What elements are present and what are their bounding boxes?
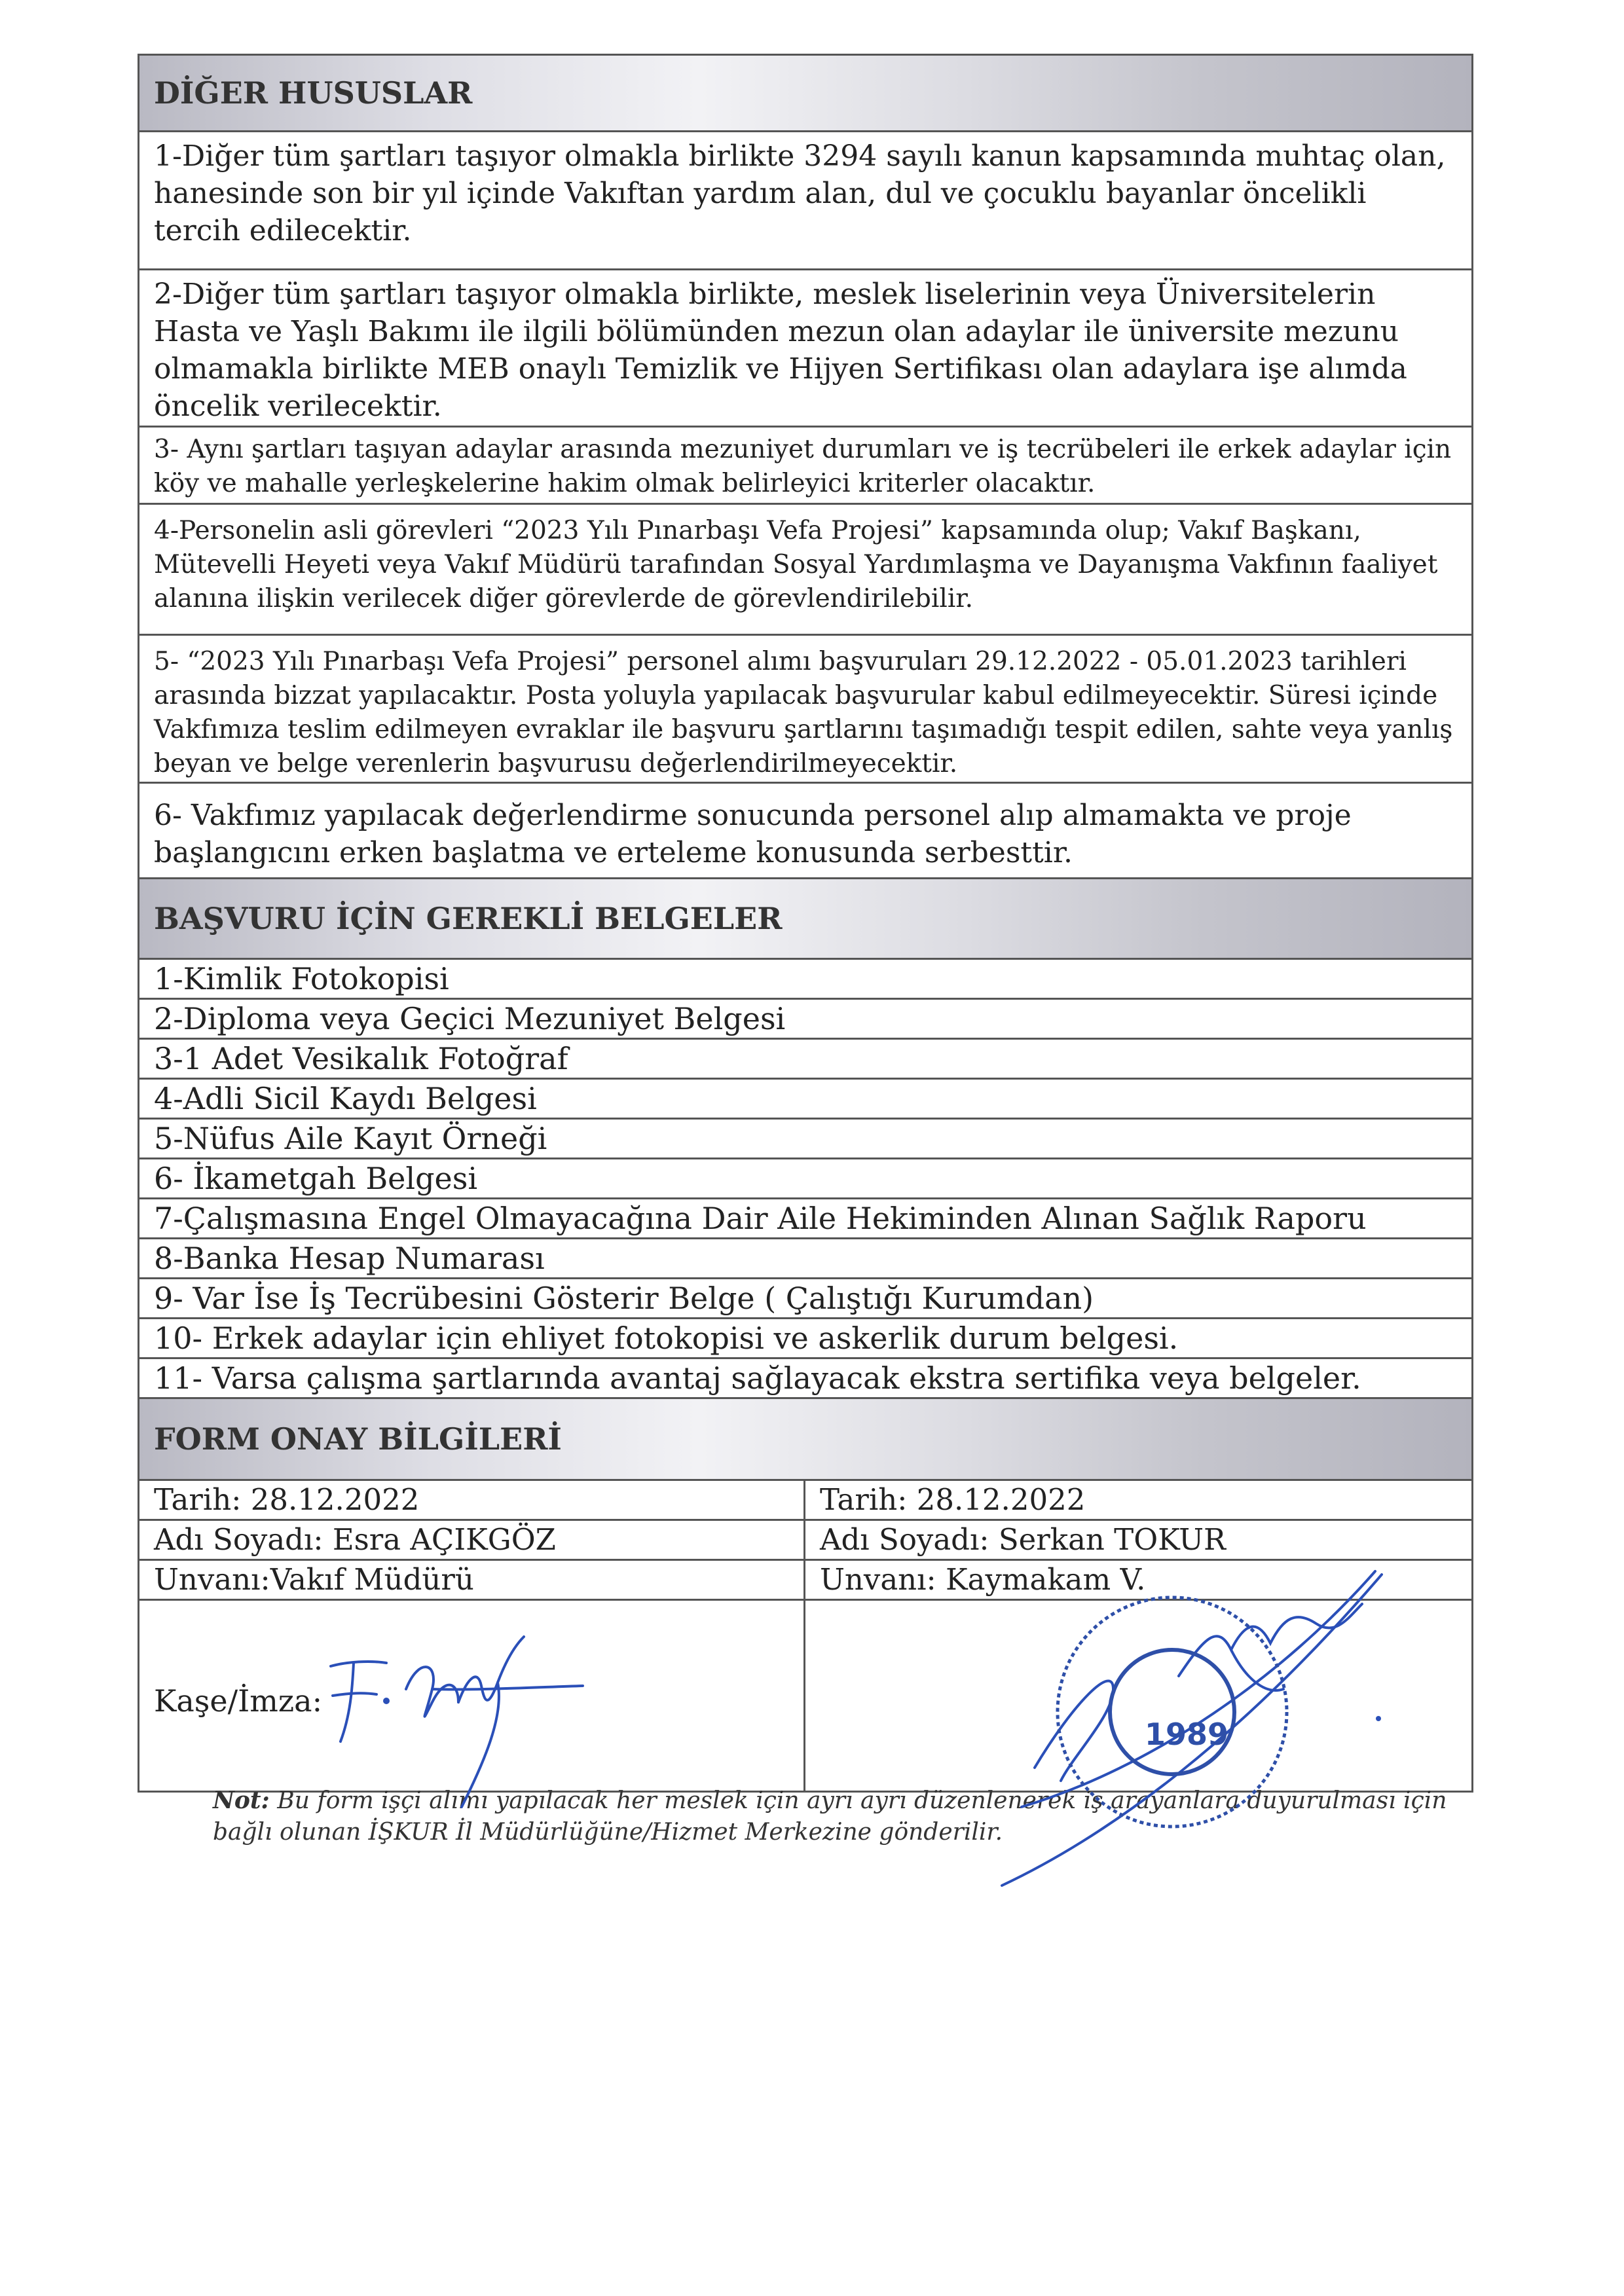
onay-tarih-row	[139, 1481, 1471, 1521]
section-header-diger-hususlar: DİĞER HUSUSLAR	[139, 56, 1471, 132]
diger-item-6: 6- Vakfımız yapılacak değerlendirme sonucunda personel alıp almamakta ve proje başlangıcını erken başlatma ve erteleme konusunda serbesttir.	[139, 784, 1471, 879]
belge-item-4: 4-Adli Sicil Kaydı Belgesi	[139, 1080, 1471, 1120]
onay-left-tarih: Tarih: 28.12.2022	[139, 1481, 805, 1519]
onay-left-adi: Adı Soyadı: Esra AÇIKGÖZ	[139, 1521, 805, 1559]
onay-right-adi: Adı Soyadı: Serkan TOKUR	[820, 1522, 1226, 1557]
kase-imza-label: Kaşe/İmza:	[154, 1683, 323, 1719]
form-table	[138, 54, 1473, 1793]
diger-item-5: 5- “2023 Yılı Pınarbaşı Vefa Projesi” personel alımı başvuruları 29.12.2022 - 05.01.2023 tarihleri arasında bizzat yapılacaktır. Posta yoluyla yapılacak başvurular kabul edilmeyecektir. Süresi içinde Vakfımıza teslim edilmeyen evraklar ile başvuru şartlarını taşımadığı tespit edilen, sahte veya yanlış beyan ve belge verenlerin başvurusu değerlendirilmeyecektir.	[139, 636, 1471, 784]
diger-item-4: 4-Personelin asli görevleri “2023 Yılı Pınarbaşı Vefa Projesi” kapsamında olup; Vakıf Başkanı, Mütevelli Heyeti veya Vakıf Müdürü tarafından Sosyal Yardımlaşma ve Dayanışma Vakfının faaliyet alanına ilişkin verilecek diğer görevlerde de görevlendirilebilir.	[139, 505, 1471, 636]
belge-item-8: 8-Banka Hesap Numarası	[139, 1239, 1471, 1279]
belge-item-5: 5-Nüfus Aile Kayıt Örneği	[139, 1120, 1471, 1159]
belge-item-3: 3-1 Adet Vesikalık Fotoğraf	[139, 1040, 1471, 1080]
onay-adi-row	[139, 1521, 1471, 1561]
diger-item-2: 2-Diğer tüm şartları taşıyor olmakla birlikte, meslek liselerinin veya Üniversitelerin Hasta ve Yaşlı Bakımı ile ilgili bölümünden mezun olan adaylar ile üniversite mezunu olmamakla birlikte MEB onaylı Temizlik ve Hijyen Sertifikası olan adaylara işe alımda öncelik verilecektir.	[139, 270, 1471, 428]
belge-item-1: 1-Kimlik Fotokopisi	[139, 960, 1471, 1000]
onay-right-tarih: Tarih: 28.12.2022	[820, 1482, 1086, 1517]
diger-item-3: 3- Aynı şartları taşıyan adaylar arasında mezuniyet durumları ve iş tecrübeleri ile erkek adaylar için köy ve mahalle yerleşkelerine hakim olmak belirleyici kriterler olacaktır.	[139, 428, 1471, 505]
onay-signature-row	[139, 1601, 1471, 1791]
belge-item-9: 9- Var İse İş Tecrübesini Gösterir Belge ( Çalıştığı Kurumdan)	[139, 1279, 1471, 1319]
belge-item-11: 11- Varsa çalışma şartlarında avantaj sağlayacak ekstra sertifika veya belgeler.	[139, 1359, 1471, 1399]
belge-item-7: 7-Çalışmasına Engel Olmayacağına Dair Aile Hekiminden Alınan Sağlık Raporu	[139, 1199, 1471, 1239]
section-header-belgeler: BAŞVURU İÇİN GEREKLİ BELGELER	[139, 879, 1471, 960]
stamp-year: 1989	[1145, 1717, 1229, 1752]
belge-item-10: 10- Erkek adaylar için ehliyet fotokopisi ve askerlik durum belgesi.	[139, 1319, 1471, 1359]
onay-right-unvan: Unvanı: Kaymakam V.	[820, 1562, 1146, 1597]
onay-right-signature-cell	[805, 1601, 1471, 1791]
belge-item-2: 2-Diploma veya Geçici Mezuniyet Belgesi	[139, 1000, 1471, 1040]
note-text: Bu form işçi alımı yapılacak her meslek için ayrı ayrı düzenlenerek iş arayanlara duyurulması için bağlı olunan İŞKUR İl Müdürlüğüne/Hizmet Merkezine gönderilir.	[213, 1787, 1447, 1846]
section-header-form-onay: FORM ONAY BİLGİLERİ	[139, 1399, 1471, 1481]
belge-item-6: 6- İkametgah Belgesi	[139, 1159, 1471, 1199]
onay-left-signature-cell	[139, 1601, 805, 1791]
diger-item-1: 1-Diğer tüm şartları taşıyor olmakla birlikte 3294 sayılı kanun kapsamında muhtaç olan, hanesinde son bir yıl içinde Vakıftan yardım alan, dul ve çocuklu bayanlar öncelikli tercih edilecektir.	[139, 132, 1471, 270]
note-label: Not:	[213, 1787, 270, 1814]
onay-left-unvan: Unvanı:Vakıf Müdürü	[139, 1561, 805, 1599]
onay-unvan-row	[139, 1561, 1471, 1601]
footer-note	[213, 1785, 1473, 1848]
